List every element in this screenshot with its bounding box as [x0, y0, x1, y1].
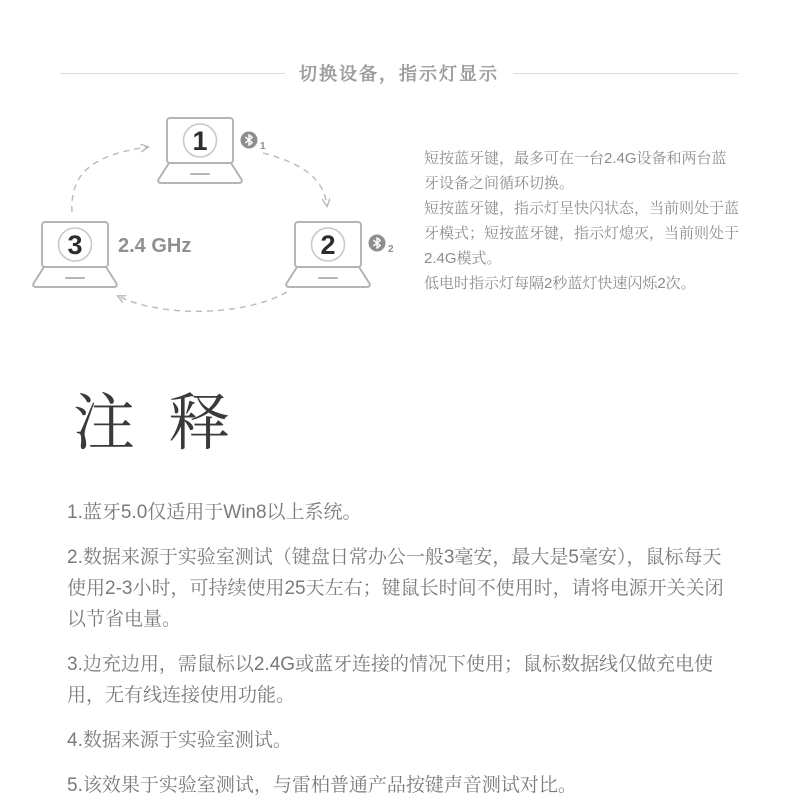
laptop-3 — [33, 222, 117, 287]
note-item-1: 1.蓝牙5.0仅适用于Win8以上系统。 — [67, 502, 362, 523]
note-item-3: 3.边充边用，需鼠标以2.4G或蓝牙连接的情况下使用；鼠标数据线仅做充电使用，无有线连接使用功能。 — [67, 654, 714, 706]
laptop-2 — [286, 222, 370, 287]
laptop-1 — [158, 118, 242, 183]
bluetooth-1-icon — [241, 132, 267, 153]
header-rule-right — [513, 73, 738, 74]
section-title: 切换设备，指示灯显示 — [299, 64, 499, 84]
header-rule-left — [60, 73, 285, 74]
laptop-2-number: 2 — [320, 230, 336, 260]
diagram-description-paragraph: 短按蓝牙键，指示灯呈快闪状态，当前则处于蓝牙模式；短按蓝牙键，指示灯熄灭，当前则处于2.4G模式。 — [424, 200, 740, 267]
bluetooth-2-subscript: 2 — [388, 244, 394, 255]
freq-2-4ghz-label: 2.4 GHz — [118, 235, 192, 257]
bluetooth-2-icon — [369, 235, 395, 256]
diagram-description-paragraph: 低电时指示灯每隔2秒蓝灯快速闪烁2次。 — [424, 275, 696, 292]
arrow-2-to-3 — [118, 292, 287, 311]
bluetooth-1-subscript: 1 — [260, 141, 266, 152]
device-switch-diagram — [30, 100, 420, 320]
diagram-description-paragraph: 短按蓝牙键，最多可在一台2.4G设备和两台蓝牙设备之间循环切换。 — [424, 150, 727, 192]
arrow-1-to-2 — [263, 153, 327, 206]
notes-list — [67, 497, 737, 807]
diagram-description — [424, 146, 739, 296]
note-item-5: 5.该效果于实验室测试，与雷柏普通产品按键声音测试对比。 — [67, 775, 577, 796]
laptop-1-number: 1 — [192, 126, 208, 156]
arrow-3-to-1 — [72, 147, 148, 212]
note-item-4: 4.数据来源于实验室测试。 — [67, 730, 292, 751]
notes-heading: 注 释 — [73, 389, 239, 458]
note-item-2: 2.数据来源于实验室测试（键盘日常办公一般3毫安，最大是5毫安），鼠标每天使用2-3小时，可持续使用25天左右；键鼠长时间不使用时，请将电源开关关闭以节省电量。 — [67, 547, 724, 630]
laptop-3-number: 3 — [67, 230, 83, 260]
section-header — [60, 60, 738, 86]
